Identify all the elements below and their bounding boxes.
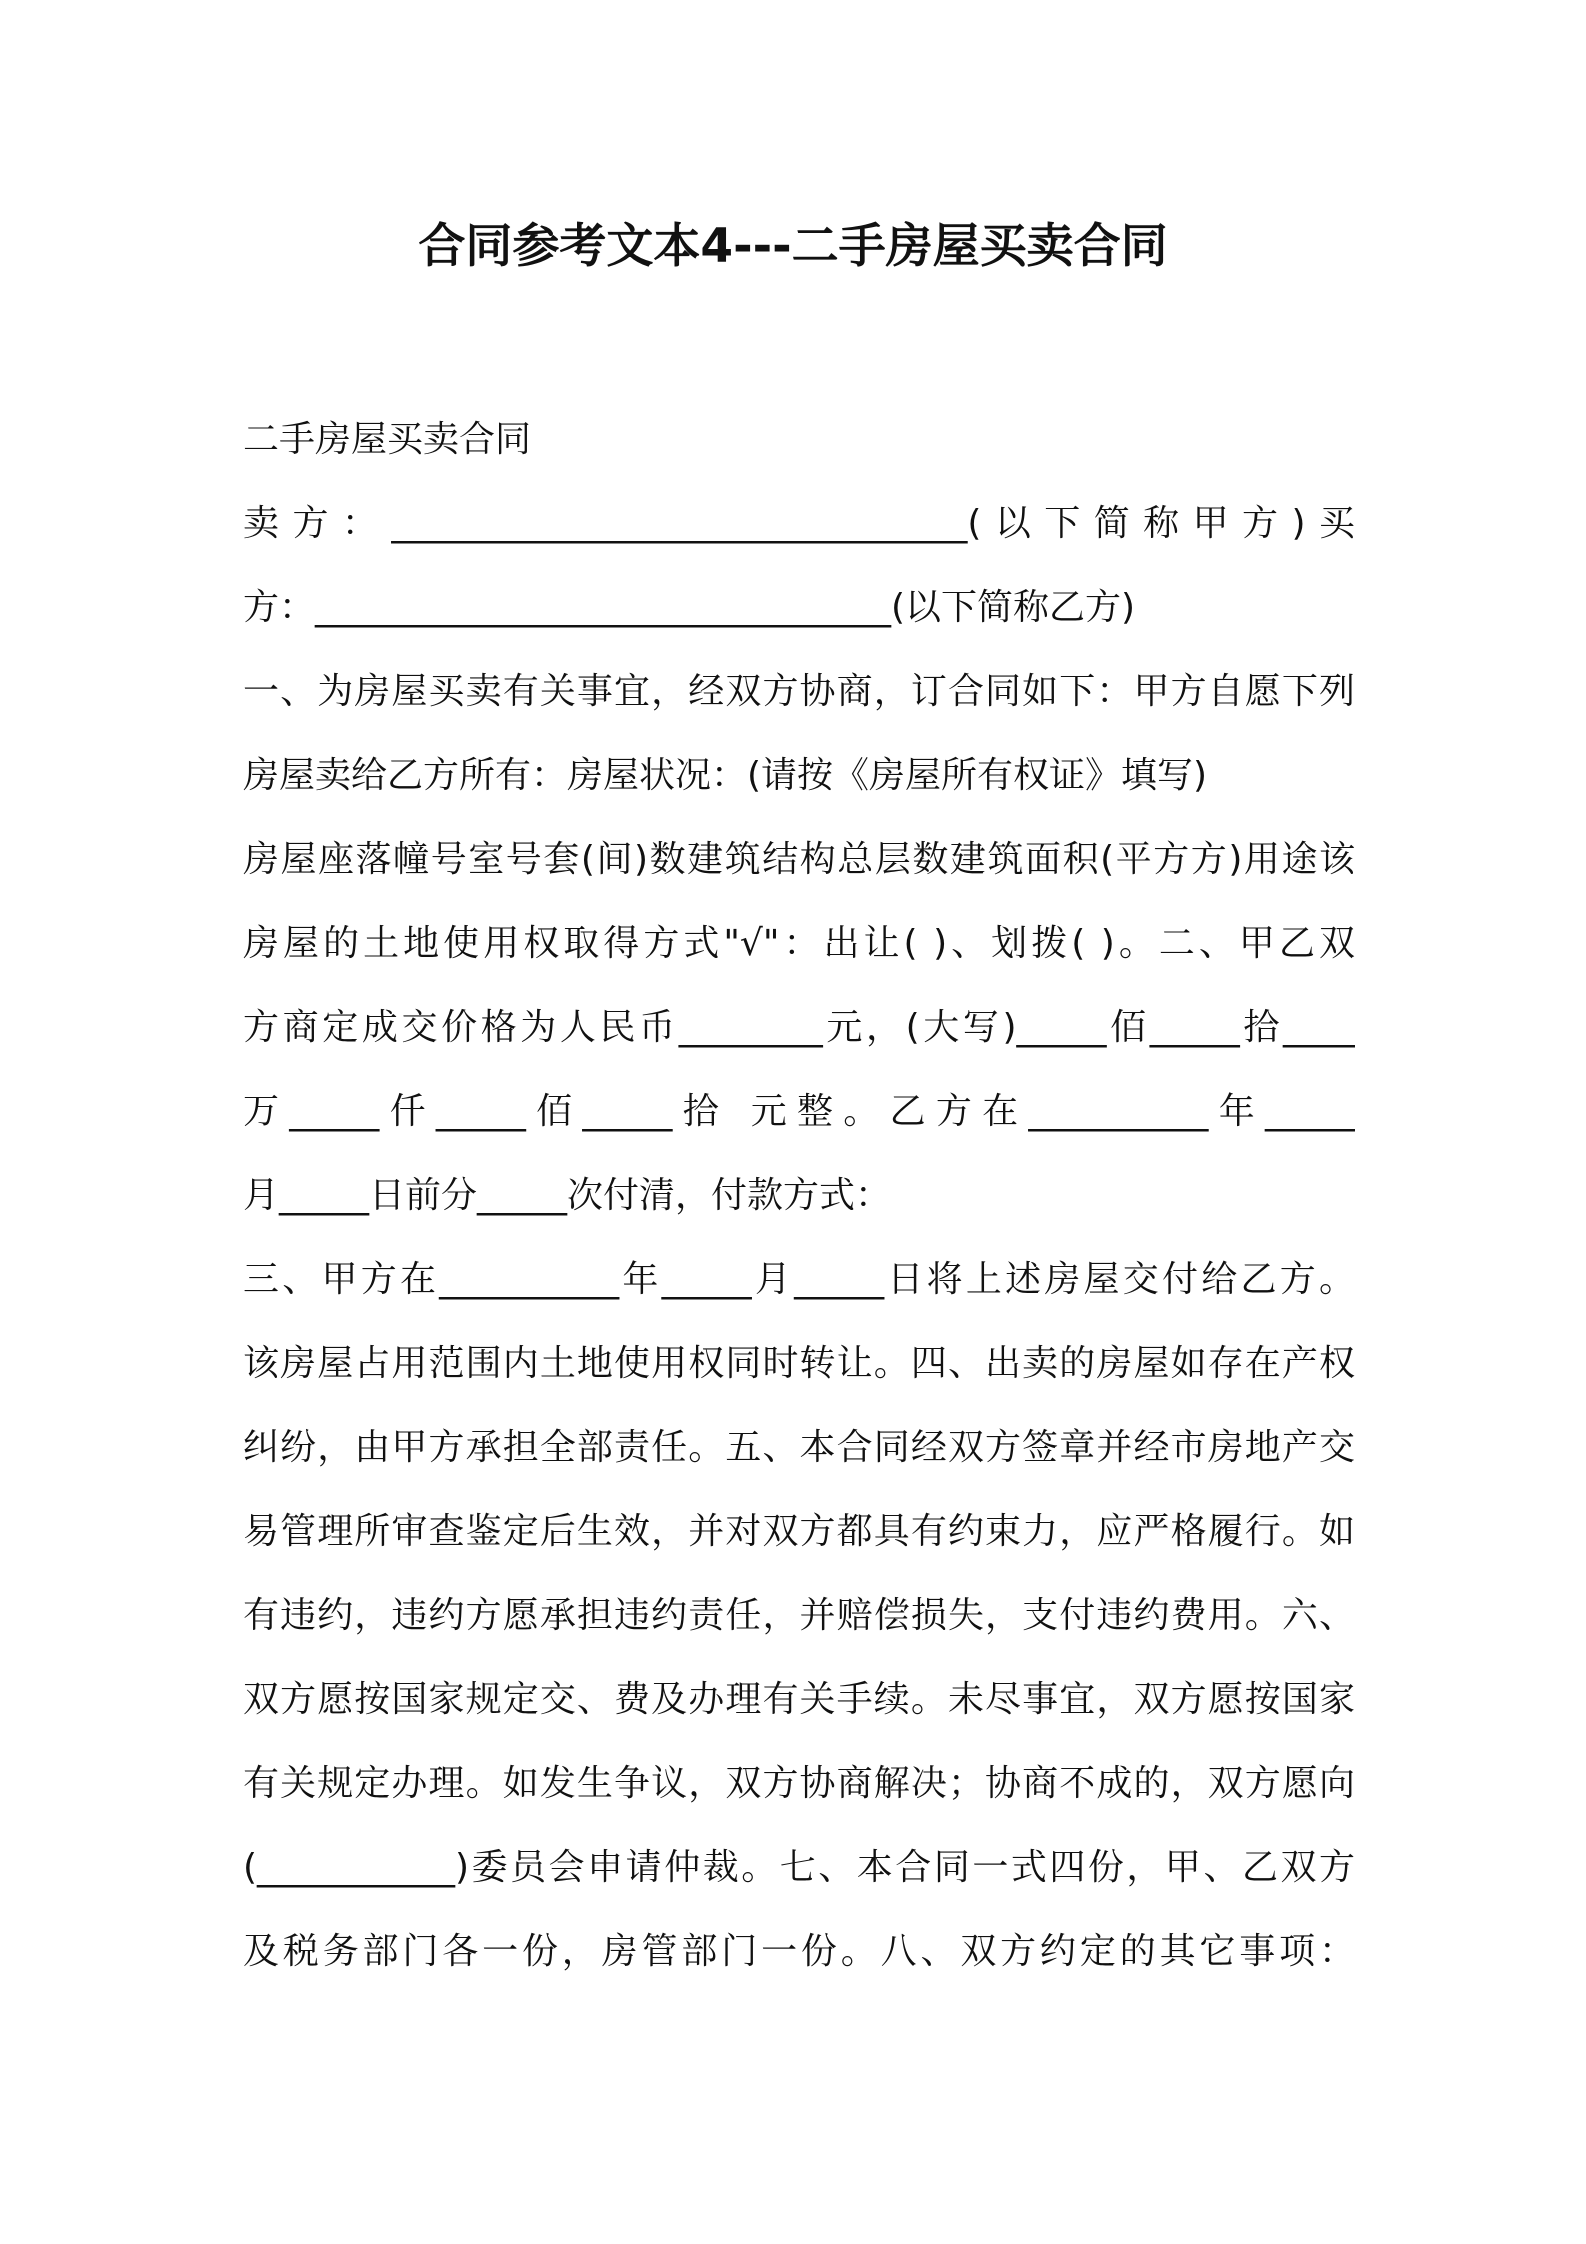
body-line: 卖方：________________________________(以下简称甲方)买 xyxy=(243,503,1355,544)
body-line: 有违约，违约方愿承担违约责任，并赔偿损失，支付违约费用。六、 xyxy=(243,1595,1355,1636)
body-line: 方：________________________________(以下简称乙方) xyxy=(243,587,1136,628)
section-heading: 二手房屋买卖合同 xyxy=(243,419,532,460)
body-line: 房屋卖给乙方所有：房屋状况：(请按《房屋所有权证》填写) xyxy=(243,755,1208,796)
body-line: 方商定成交价格为人民币________元，(大写)_____佰_____拾____ xyxy=(243,1007,1355,1048)
body-line: 易管理所审查鉴定后生效，并对双方都具有约束力，应严格履行。如 xyxy=(243,1511,1355,1552)
body-line: 双方愿按国家规定交、费及办理有关手续。未尽事宜，双方愿按国家 xyxy=(243,1679,1355,1720)
document-title: 合同参考文本4---二手房屋买卖合同 xyxy=(418,219,1168,274)
body-line: 房屋座落幢号室号套(间)数建筑结构总层数建筑面积(平方方)用途该 xyxy=(243,839,1355,880)
body-line: 及税务部门各一份，房管部门一份。八、双方约定的其它事项： xyxy=(243,1931,1355,1972)
body-line: 三、甲方在__________年_____月_____日将上述房屋交付给乙方。 xyxy=(243,1259,1355,1300)
body-line: 月_____日前分_____次付清，付款方式： xyxy=(243,1175,892,1216)
body-line: 纠纷，由甲方承担全部责任。五、本合同经双方签章并经市房地产交 xyxy=(243,1427,1355,1468)
body-line: 万_____仟_____佰_____拾 元整。乙方在__________年_____ xyxy=(243,1091,1355,1132)
body-line: 房屋的土地使用权取得方式"√"：出让( )、划拨( )。二、甲乙双 xyxy=(243,923,1355,964)
body-line: 该房屋占用范围内土地使用权同时转让。四、出卖的房屋如存在产权 xyxy=(243,1343,1355,1384)
body-line: (___________)委员会申请仲裁。七、本合同一式四份，甲、乙双方 xyxy=(243,1847,1355,1888)
body-line: 有关规定办理。如发生争议，双方协商解决；协商不成的，双方愿向 xyxy=(243,1763,1355,1804)
body-line: 一、为房屋买卖有关事宜，经双方协商，订合同如下：甲方自愿下列 xyxy=(243,671,1355,712)
document-body xyxy=(243,398,1355,1994)
